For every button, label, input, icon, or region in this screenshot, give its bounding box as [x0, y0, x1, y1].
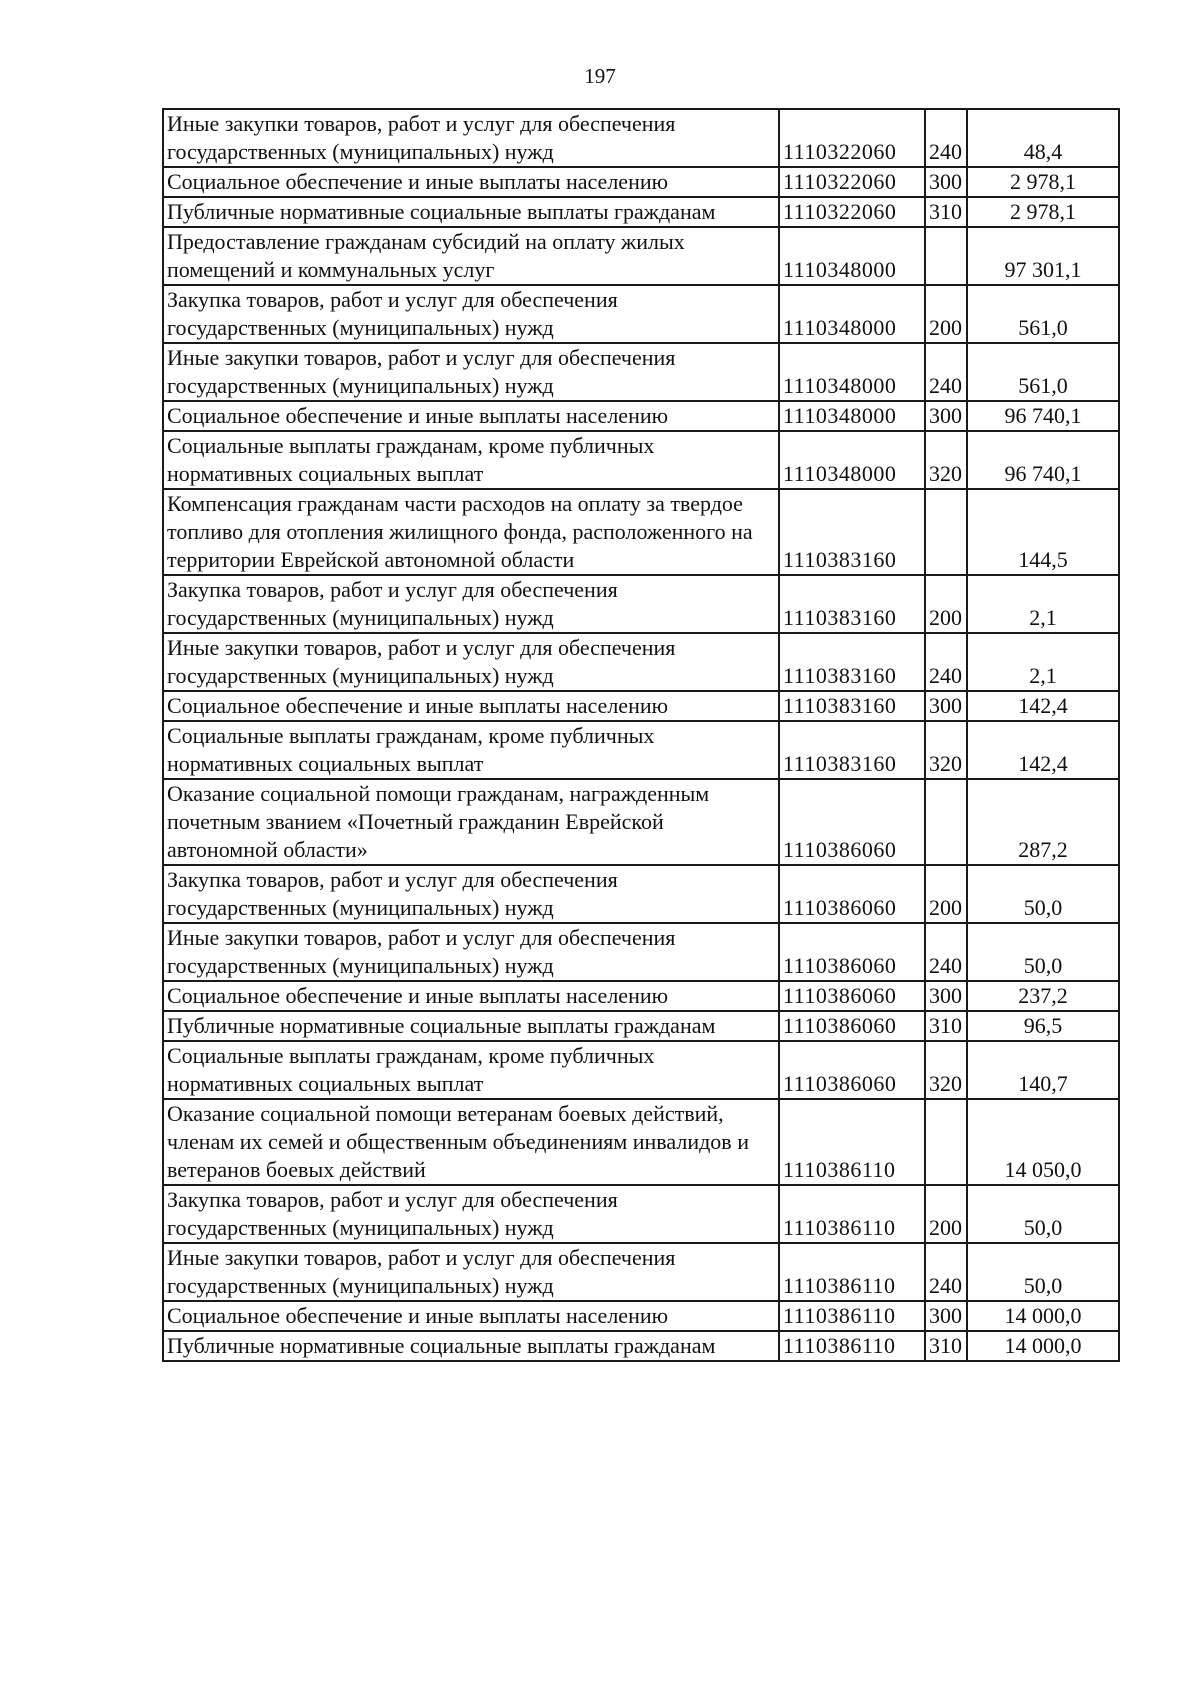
row-target-code: 1110383160 — [779, 691, 925, 721]
row-expense-type-code: 240 — [925, 343, 967, 401]
row-target-code: 1110386060 — [779, 779, 925, 865]
table-row — [163, 1041, 1119, 1099]
row-description: Компенсация гражданам части расходов на оплату за твердое топливо для отопления жилищного фонда, расположенного на территории Еврейской автономной области — [163, 489, 779, 575]
table-row — [163, 1099, 1119, 1185]
row-expense-type-code — [925, 1099, 967, 1185]
row-target-code: 1110322060 — [779, 167, 925, 197]
row-expense-type-code: 300 — [925, 981, 967, 1011]
row-expense-type-code: 200 — [925, 1185, 967, 1243]
row-expense-type-code — [925, 489, 967, 575]
row-target-code: 1110386110 — [779, 1185, 925, 1243]
row-amount: 50,0 — [967, 1243, 1119, 1301]
row-description: Социальные выплаты гражданам, кроме публичных нормативных социальных выплат — [163, 721, 779, 779]
row-amount: 142,4 — [967, 721, 1119, 779]
row-amount: 50,0 — [967, 923, 1119, 981]
row-target-code: 1110348000 — [779, 401, 925, 431]
row-description: Социальные выплаты гражданам, кроме публичных нормативных социальных выплат — [163, 1041, 779, 1099]
table-row — [163, 575, 1119, 633]
table-row — [163, 343, 1119, 401]
table-row — [163, 633, 1119, 691]
row-description: Закупка товаров, работ и услуг для обеспечения государственных (муниципальных) нужд — [163, 865, 779, 923]
row-target-code: 1110348000 — [779, 285, 925, 343]
table-row — [163, 721, 1119, 779]
table-row — [163, 227, 1119, 285]
row-expense-type-code: 320 — [925, 431, 967, 489]
row-expense-type-code: 310 — [925, 1011, 967, 1041]
row-description: Иные закупки товаров, работ и услуг для обеспечения государственных (муниципальных) нужд — [163, 109, 779, 167]
row-amount: 561,0 — [967, 343, 1119, 401]
row-target-code: 1110386060 — [779, 1041, 925, 1099]
row-target-code: 1110348000 — [779, 431, 925, 489]
table-row — [163, 167, 1119, 197]
row-target-code: 1110386060 — [779, 923, 925, 981]
table-row — [163, 1185, 1119, 1243]
row-target-code: 1110386060 — [779, 1011, 925, 1041]
table-row — [163, 691, 1119, 721]
row-description: Закупка товаров, работ и услуг для обеспечения государственных (муниципальных) нужд — [163, 285, 779, 343]
budget-table-body — [163, 109, 1119, 1361]
row-description: Социальное обеспечение и иные выплаты населению — [163, 401, 779, 431]
row-amount: 96 740,1 — [967, 401, 1119, 431]
row-description: Социальное обеспечение и иные выплаты населению — [163, 691, 779, 721]
table-row — [163, 865, 1119, 923]
row-expense-type-code: 310 — [925, 1331, 967, 1361]
row-expense-type-code: 200 — [925, 285, 967, 343]
row-amount: 2 978,1 — [967, 167, 1119, 197]
row-description: Социальное обеспечение и иные выплаты населению — [163, 1301, 779, 1331]
row-amount: 287,2 — [967, 779, 1119, 865]
table-row — [163, 981, 1119, 1011]
table-row — [163, 489, 1119, 575]
row-target-code: 1110386110 — [779, 1331, 925, 1361]
row-target-code: 1110386060 — [779, 981, 925, 1011]
row-amount: 50,0 — [967, 865, 1119, 923]
row-description: Публичные нормативные социальные выплаты гражданам — [163, 1011, 779, 1041]
row-target-code: 1110383160 — [779, 633, 925, 691]
row-expense-type-code: 300 — [925, 691, 967, 721]
row-amount: 2 978,1 — [967, 197, 1119, 227]
budget-table — [162, 108, 1120, 1362]
table-row — [163, 1011, 1119, 1041]
row-description: Социальные выплаты гражданам, кроме публичных нормативных социальных выплат — [163, 431, 779, 489]
table-row — [163, 1243, 1119, 1301]
row-description: Социальное обеспечение и иные выплаты населению — [163, 167, 779, 197]
row-description: Публичные нормативные социальные выплаты гражданам — [163, 197, 779, 227]
table-row — [163, 1301, 1119, 1331]
row-expense-type-code: 200 — [925, 865, 967, 923]
row-description: Закупка товаров, работ и услуг для обеспечения государственных (муниципальных) нужд — [163, 1185, 779, 1243]
table-row — [163, 779, 1119, 865]
row-amount: 561,0 — [967, 285, 1119, 343]
row-description: Иные закупки товаров, работ и услуг для обеспечения государственных (муниципальных) нужд — [163, 923, 779, 981]
row-amount: 50,0 — [967, 1185, 1119, 1243]
row-target-code: 1110386110 — [779, 1301, 925, 1331]
row-expense-type-code: 300 — [925, 1301, 967, 1331]
row-expense-type-code: 240 — [925, 923, 967, 981]
table-row — [163, 285, 1119, 343]
row-amount: 140,7 — [967, 1041, 1119, 1099]
table-row — [163, 431, 1119, 489]
page-number: 197 — [584, 64, 616, 88]
table-row — [163, 923, 1119, 981]
row-target-code: 1110322060 — [779, 109, 925, 167]
row-expense-type-code: 320 — [925, 721, 967, 779]
row-target-code: 1110386110 — [779, 1243, 925, 1301]
row-expense-type-code: 240 — [925, 1243, 967, 1301]
row-expense-type-code: 240 — [925, 633, 967, 691]
row-expense-type-code: 310 — [925, 197, 967, 227]
row-amount: 237,2 — [967, 981, 1119, 1011]
row-description: Социальное обеспечение и иные выплаты населению — [163, 981, 779, 1011]
row-amount: 96 740,1 — [967, 431, 1119, 489]
table-row — [163, 1331, 1119, 1361]
row-description: Иные закупки товаров, работ и услуг для обеспечения государственных (муниципальных) нужд — [163, 343, 779, 401]
row-amount: 144,5 — [967, 489, 1119, 575]
table-row — [163, 197, 1119, 227]
row-description: Иные закупки товаров, работ и услуг для обеспечения государственных (муниципальных) нужд — [163, 1243, 779, 1301]
row-amount: 14 000,0 — [967, 1301, 1119, 1331]
row-target-code: 1110383160 — [779, 575, 925, 633]
row-expense-type-code — [925, 227, 967, 285]
table-row — [163, 401, 1119, 431]
row-description: Иные закупки товаров, работ и услуг для обеспечения государственных (муниципальных) нужд — [163, 633, 779, 691]
row-target-code: 1110348000 — [779, 227, 925, 285]
row-description: Публичные нормативные социальные выплаты гражданам — [163, 1331, 779, 1361]
row-amount: 48,4 — [967, 109, 1119, 167]
row-target-code: 1110348000 — [779, 343, 925, 401]
table-row — [163, 109, 1119, 167]
row-amount: 2,1 — [967, 575, 1119, 633]
row-expense-type-code: 240 — [925, 109, 967, 167]
row-description: Оказание социальной помощи гражданам, награжденным почетным званием «Почетный гражданин Еврейской автономной области» — [163, 779, 779, 865]
row-amount: 2,1 — [967, 633, 1119, 691]
row-amount: 14 050,0 — [967, 1099, 1119, 1185]
row-expense-type-code: 300 — [925, 167, 967, 197]
row-amount: 14 000,0 — [967, 1331, 1119, 1361]
row-target-code: 1110383160 — [779, 721, 925, 779]
row-target-code: 1110322060 — [779, 197, 925, 227]
row-expense-type-code: 200 — [925, 575, 967, 633]
row-target-code: 1110383160 — [779, 489, 925, 575]
row-amount: 96,5 — [967, 1011, 1119, 1041]
row-description: Закупка товаров, работ и услуг для обеспечения государственных (муниципальных) нужд — [163, 575, 779, 633]
row-expense-type-code: 320 — [925, 1041, 967, 1099]
row-description: Оказание социальной помощи ветеранам боевых действий, членам их семей и общественным объединениям инвалидов и ветеранов боевых действий — [163, 1099, 779, 1185]
row-amount: 97 301,1 — [967, 227, 1119, 285]
row-expense-type-code — [925, 779, 967, 865]
row-description: Предоставление гражданам субсидий на оплату жилых помещений и коммунальных услуг — [163, 227, 779, 285]
row-target-code: 1110386110 — [779, 1099, 925, 1185]
row-expense-type-code: 300 — [925, 401, 967, 431]
row-target-code: 1110386060 — [779, 865, 925, 923]
row-amount: 142,4 — [967, 691, 1119, 721]
